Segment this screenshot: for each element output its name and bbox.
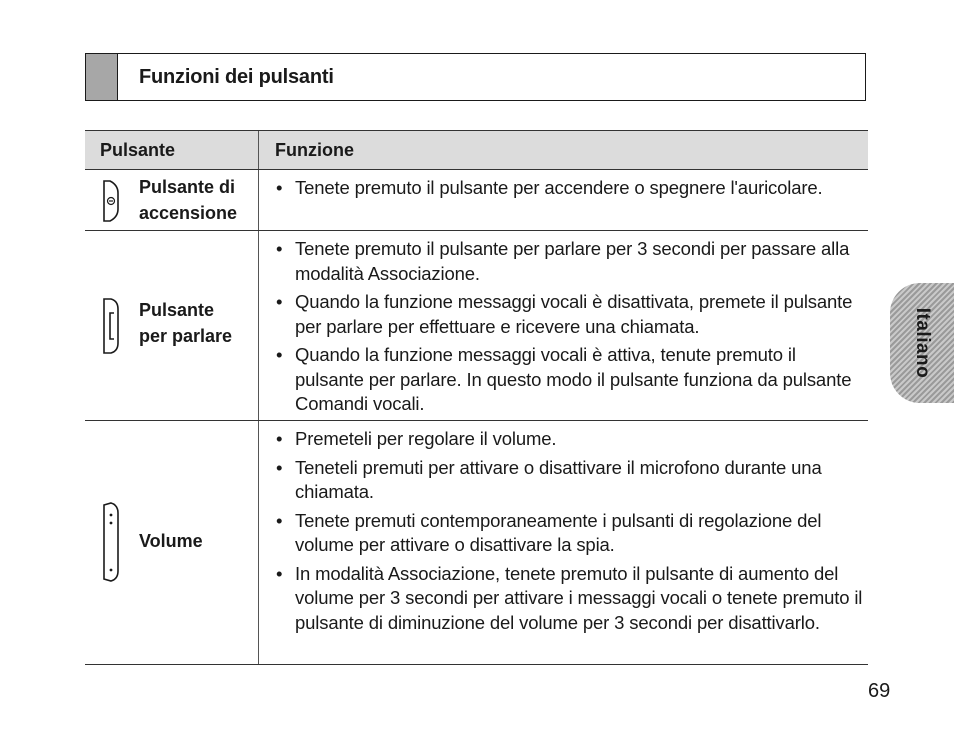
list-item: • Tenete premuto il pulsante per accendere o spegnere l'auricolare.	[275, 176, 864, 201]
language-tab-label: Italiano	[912, 307, 933, 379]
page-number: 69	[868, 680, 891, 702]
button-cell	[85, 421, 259, 664]
table-row	[85, 231, 868, 421]
volume-button-icon	[101, 501, 121, 583]
list-item: • In modalità Associazione, tenete premuto il pulsante di aumento del volume per 3 secondi per attivare i messaggi vocali o tenete premuto il pulsante di diminuzione del volume per 3 secondi per disattivarlo.	[275, 562, 864, 636]
header-button: Pulsante	[85, 131, 259, 169]
power-button-icon	[101, 179, 121, 223]
talk-button-icon	[101, 297, 121, 355]
table-header	[85, 130, 868, 170]
list-item: • Tenete premuti contemporaneamente i pulsanti di regolazione del volume per attivare o disattivare la spia.	[275, 509, 864, 558]
table-row	[85, 170, 868, 231]
list-item: • Teneteli premuti per attivare o disattivare il microfono durante una chiamata.	[275, 456, 864, 505]
buttons-table	[85, 130, 868, 665]
list-item: • Quando la funzione messaggi vocali è attiva, tenute premuto il pulsante per parlare. In questo modo il pulsante funziona da pulsante Comandi vocali.	[275, 343, 864, 417]
button-name: Pulsante di accensione	[139, 177, 238, 223]
function-cell	[259, 231, 868, 420]
button-cell	[85, 231, 259, 420]
table-row	[85, 421, 868, 665]
list-item: • Tenete premuto il pulsante per parlare per 3 secondi per passare alla modalità Associazione.	[275, 237, 864, 286]
button-cell	[85, 170, 259, 230]
list-item: • Quando la funzione messaggi vocali è disattivata, premete il pulsante per parlare per effettuare e ricevere una chiamata.	[275, 290, 864, 339]
header-function: Funzione	[275, 139, 354, 160]
list-item: • Premeteli per regolare il volume.	[275, 427, 864, 452]
section-header	[85, 53, 866, 101]
language-tab	[890, 283, 954, 403]
section-title: Funzioni dei pulsanti	[139, 65, 334, 88]
function-cell	[259, 170, 868, 230]
button-name: Volume	[139, 531, 203, 551]
section-header-marker	[86, 54, 118, 100]
button-name: Pulsante per parlare	[139, 300, 233, 346]
function-cell	[259, 421, 868, 664]
